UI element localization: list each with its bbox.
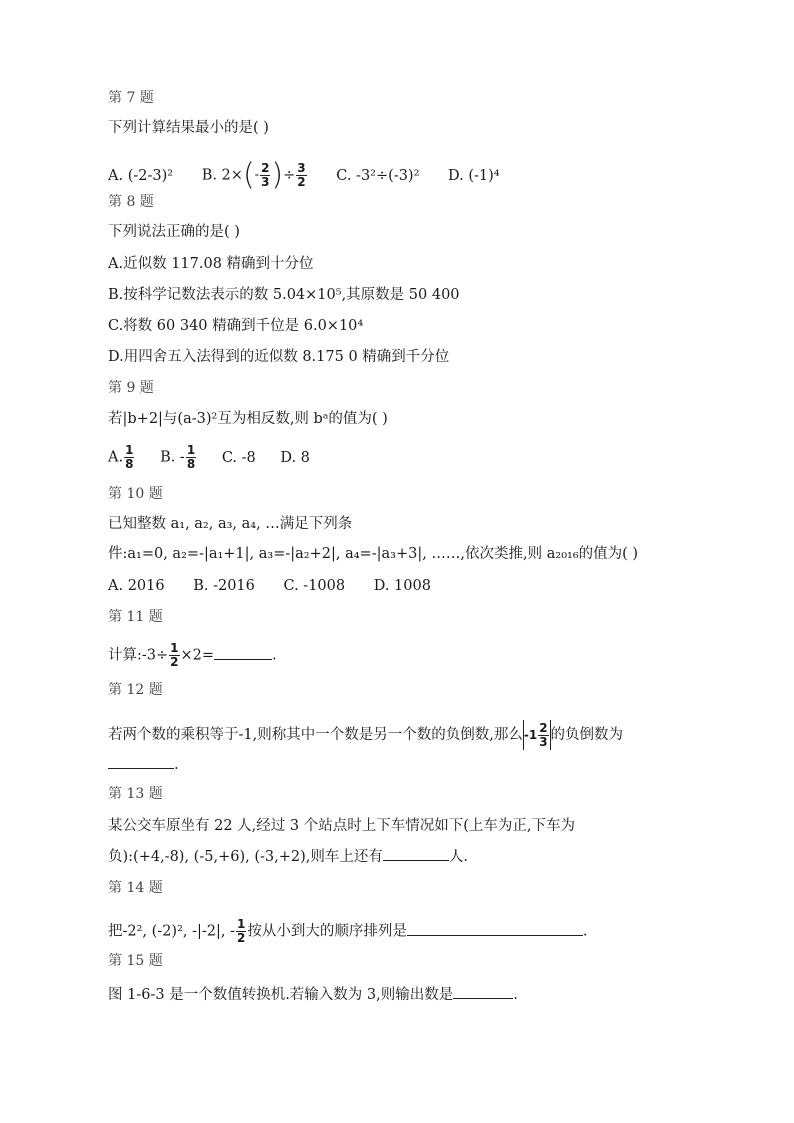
q14-answer-blank[interactable] — [407, 921, 583, 936]
q12-suffix: 的负倒数为 — [550, 727, 624, 743]
q7-option-a: A. (-2-3)² — [108, 167, 174, 184]
q11-answer-blank[interactable] — [214, 645, 272, 660]
q12-denominator: 3 — [539, 734, 548, 749]
q9-a-denominator: 8 — [125, 457, 134, 471]
question-11-stem — [108, 642, 277, 669]
q9-a-numerator: 1 — [125, 443, 134, 457]
q7-fraction-1 — [260, 162, 270, 189]
q7-frac1-denominator: 3 — [261, 175, 270, 189]
question-13-line-1: 某公交车原坐有 22 人,经过 3 个站点时上下车情况如下(上车为正,下车为 — [108, 818, 575, 834]
question-12-number: 第 12 题 — [108, 682, 163, 698]
question-7-number: 第 7 题 — [108, 90, 154, 106]
question-15-number: 第 15 题 — [108, 953, 163, 969]
q8-option-d: D.用四舍五入法得到的近似数 8.175 0 精确到千分位 — [108, 349, 450, 365]
q12-abs-integer: -1 — [523, 728, 538, 742]
q9-option-b-fraction — [186, 444, 196, 471]
question-10-options — [108, 576, 455, 596]
q14-numerator: 1 — [237, 917, 246, 931]
q11-denominator: 2 — [170, 655, 179, 669]
q11-prefix: 计算:-3÷ — [108, 647, 169, 664]
q9-option-a-fraction — [124, 444, 134, 471]
q15-answer-blank[interactable] — [453, 984, 513, 999]
question-10-number: 第 10 题 — [108, 486, 163, 502]
question-9-number: 第 9 题 — [108, 380, 154, 396]
question-11-number: 第 11 题 — [108, 609, 163, 625]
q14-fraction — [236, 918, 246, 945]
q7-frac2-numerator: 3 — [297, 161, 306, 175]
q10-option-d: D. 1008 — [373, 578, 431, 594]
q11-end: . — [272, 647, 277, 664]
q14-suffix: 按从小到大的顺序排列是 — [247, 923, 407, 940]
q13-line-2-suffix: 人. — [448, 849, 468, 865]
q12-answer-blank[interactable] — [108, 754, 174, 769]
q12-prefix: 若两个数的乘积等于-1,则称其中一个数是另一个数的负倒数,那么 — [108, 727, 523, 743]
q9-option-b-prefix: B. - — [160, 449, 185, 466]
question-9-stem: 若|b+2|与(a-3)²互为相反数,则 bᵃ的值为( ) — [108, 411, 388, 427]
q10-option-a: A. 2016 — [108, 578, 165, 594]
q12-fraction — [538, 722, 548, 749]
q8-option-c: C.将数 60 340 精确到千位是 6.0×10⁴ — [108, 318, 364, 334]
q7-option-c: C. -3²÷(-3)² — [336, 167, 420, 184]
q9-option-a-prefix: A. — [108, 449, 124, 466]
question-12-answer-line — [108, 754, 179, 775]
q11-fraction — [169, 642, 179, 669]
q9-option-c: C. -8 — [221, 449, 256, 466]
q7-option-b — [201, 157, 308, 193]
question-8-stem: 下列说法正确的是( ) — [108, 224, 240, 240]
q8-option-b: B.按科学记数法表示的数 5.04×10⁵,其原数是 50 400 — [108, 287, 460, 303]
question-8-number: 第 8 题 — [108, 194, 154, 210]
question-13-number: 第 13 题 — [108, 786, 163, 802]
q12-end: . — [174, 757, 179, 773]
q10-option-b: B. -2016 — [193, 578, 255, 594]
q14-denominator: 2 — [237, 931, 246, 945]
question-13-line-2 — [108, 846, 468, 867]
q9-b-numerator: 1 — [186, 443, 196, 457]
q13-line-2-prefix: 负):(+4,-8), (-5,+6), (-3,+2),则车上还有 — [108, 849, 383, 865]
q10-option-c: C. -1008 — [283, 578, 346, 594]
q15-end: . — [513, 987, 518, 1003]
question-14-stem — [108, 918, 588, 945]
q7-fraction-2 — [296, 162, 306, 189]
q12-numerator: 2 — [539, 720, 548, 735]
q11-suffix: ×2= — [180, 647, 215, 664]
q7-option-d: D. (-1)⁴ — [448, 167, 500, 184]
q11-numerator: 1 — [170, 641, 179, 655]
q14-prefix: 把-2², (-2)², -|-2|, - — [108, 923, 236, 940]
question-10-stem-line-2: 件:a₁=0, a₂=-|a₁+1|, a₃=-|a₂+2|, a₄=-|a₃+3|, ……,依次类推,则 a₂₀₁₆的值为( ) — [108, 546, 639, 562]
q7-divide-sign: ÷ — [283, 167, 296, 184]
q13-answer-blank[interactable] — [383, 846, 449, 861]
question-9-options — [108, 444, 334, 471]
question-10-stem-line-1: 已知整数 a₁, a₂, a₃, a₄, …满足下列条 — [108, 516, 353, 532]
q9-option-a — [108, 444, 135, 471]
q9-b-denominator: 8 — [186, 457, 196, 471]
q14-end: . — [582, 923, 588, 940]
question-7-stem: 下列计算结果最小的是( ) — [108, 120, 269, 136]
q7-frac2-denominator: 2 — [297, 175, 306, 189]
question-14-number: 第 14 题 — [108, 880, 163, 896]
question-7-options — [108, 157, 524, 193]
question-12-stem — [108, 720, 623, 750]
q8-option-a: A.近似数 117.08 精确到十分位 — [108, 256, 314, 272]
q7-close-paren: ) — [271, 157, 284, 193]
q7-frac1-numerator: 2 — [261, 161, 270, 175]
q9-option-d: D. 8 — [280, 449, 310, 466]
q9-option-b — [160, 444, 197, 471]
q15-prefix: 图 1-6-3 是一个数值转换机.若输入数为 3,则输出数是 — [108, 987, 454, 1003]
q7-neg-sign: - — [254, 167, 260, 183]
q7-open-paren: ( — [242, 157, 255, 193]
question-15-stem — [108, 984, 518, 1005]
q7-option-b-prefix: B. 2× — [201, 167, 243, 184]
